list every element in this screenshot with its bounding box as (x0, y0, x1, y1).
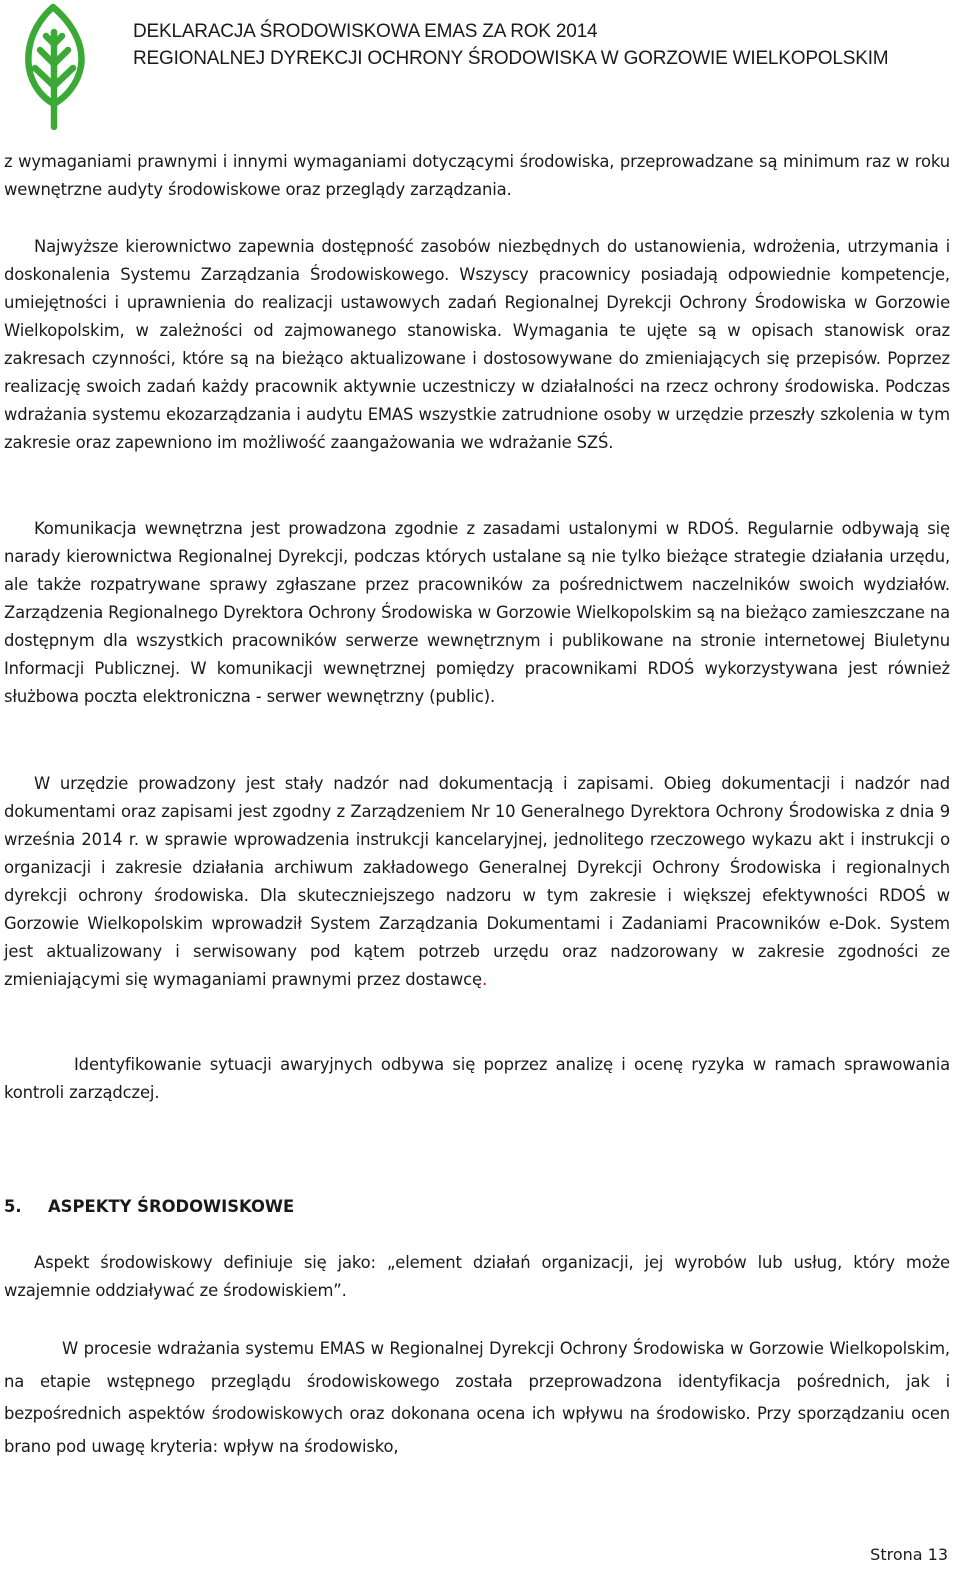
section-title: ASPEKTY ŚRODOWISKOWE (48, 1197, 295, 1216)
paragraph-documentation-end: . (481, 970, 488, 989)
leaf-logo-icon (20, 2, 90, 130)
paragraph-emergency (4, 1051, 950, 1107)
header-title-line1: DEKLARACJA ŚRODOWISKOWA EMAS ZA ROK 2014 (133, 21, 598, 42)
section-heading (4, 1193, 294, 1221)
header-title-line2: REGIONALNEJ DYREKCJI OCHRONY ŚRODOWISKA W GORZOWIE WIELKOPOLSKIM (133, 48, 889, 69)
paragraph-aspect-definition (4, 1249, 950, 1305)
paragraph-aspect-definition-text: Aspekt środowiskowy definiuje się jako: „element działań organizacji, jej wyrobów lub usług, który może wzajemnie oddziaływać ze środowiskiem”. (4, 1253, 950, 1300)
paragraph-documentation-text: W urzędzie prowadzony jest stały nadzór nad dokumentacją i zapisami. Obieg dokumentacji i nadzór nad dokumentami oraz zapisami jest zgodny z Zarządzeniem Nr 10 Generalnego Dyrektora Ochrony Środowiska z dnia 9 września 2014 r. w sprawie wprowadzenia instrukcji kancelaryjnej, jednolitego rzeczowego wykazu akt i instrukcji o organizacji i zakresie działania archiwum zakładowego Generalnej Dyrekcji Ochrony Środowiska i regionalnych dyrekcji ochrony środowiska. Dla skuteczniejszego nadzoru w tym zakresie i większej efektywności RDOŚ w Gorzowie Wielkopolskim wprowadził System Zarządzania Dokumentami i Zadaniami Pracowników e-Dok. System jest aktualizowany i serwisowany pod kątem potrzeb urzędu oraz nadzorowany w zakresie zgodności ze zmieniającymi się wymaganiami prawnymi przez dostawcę (4, 774, 950, 989)
paragraph-emas-process-text: W procesie wdrażania systemu EMAS w Regionalnej Dyrekcji Ochrony Środowiska w Gorzowie Wielkopolskim, na etapie wstępnego przeglądu środowiskowego została przeprowadzona identyfikacja pośrednich, jak i bezpośrednich aspektów środowiskowych oraz dokonana ocena ich wpływu na środowisko. Przy sporządzaniu ocen brano pod uwagę kryteria: wpływ na środowisko, (4, 1339, 950, 1456)
paragraph-emergency-text: Identyfikowanie sytuacji awaryjnych odbywa się poprzez analizę i ocenę ryzyka w ramach sprawowania kontroli zarządczej. (4, 1055, 950, 1102)
page-number: Strona 13 (870, 1545, 948, 1564)
paragraph-resources-text: Najwyższe kierownictwo zapewnia dostępność zasobów niezbędnych do ustanowienia, wdrożenia, utrzymania i doskonalenia Systemu Zarządzania Środowiskowego. Wszyscy pracownicy posiadają odpowiednie kompetencje, umiejętności i uprawnienia do realizacji ustawowych zadań Regionalnej Dyrekcji Ochrony Środowiska w Gorzowie Wielkopolskim, w zależności od zajmowanego stanowiska. Wymagania te ujęte są w opisach stanowisk oraz zakresach czynności, które są na bieżąco aktualizowane i dostosowywane do zmieniających się przepisów. Poprzez realizację swoich zadań każdy pracownik aktywnie uczestniczy w działalności na rzecz ochrony środowiska. Podczas wdrażania systemu ekozarządzania i audytu EMAS wszystkie zatrudnione osoby w urzędzie przeszły szkolenia w tym zakresie oraz zapewniono im możliwość zaangażowania we wdrażanie SZŚ. (4, 237, 950, 452)
paragraph-emas-process (4, 1333, 950, 1463)
section-number: 5. (4, 1197, 22, 1216)
paragraph-communication-text: Komunikacja wewnętrzna jest prowadzona zgodnie z zasadami ustalonymi w RDOŚ. Regularnie odbywają się narady kierownictwa Regionalnej Dyrekcji, podczas których ustalane są nie tylko bieżące strategie działania urzędu, ale także rozpatrywane sprawy zgłaszane przez pracowników za pośrednictwem naczelników swoich wydziałów. Zarządzenia Regionalnego Dyrektora Ochrony Środowiska w Gorzowie Wielkopolskim są na bieżąco zamieszczane na dostępnym dla wszystkich pracowników serwerze wewnętrznym i publikowane na stronie internetowej Biuletynu Informacji Publicznej. W komunikacji wewnętrznej pomiędzy pracownikami RDOŚ wykorzystywana jest również służbowa poczta elektroniczna - serwer wewnętrzny (public). (4, 519, 950, 706)
document-header (133, 18, 888, 72)
paragraph-resources (4, 233, 950, 457)
paragraph-audits: z wymaganiami prawnymi i innymi wymaganiami dotyczącymi środowiska, przeprowadzane są minimum raz w roku wewnętrzne audyty środowiskowe oraz przeglądy zarządzania. (4, 152, 950, 199)
paragraph-documentation (4, 770, 950, 994)
paragraph-communication (4, 515, 950, 711)
